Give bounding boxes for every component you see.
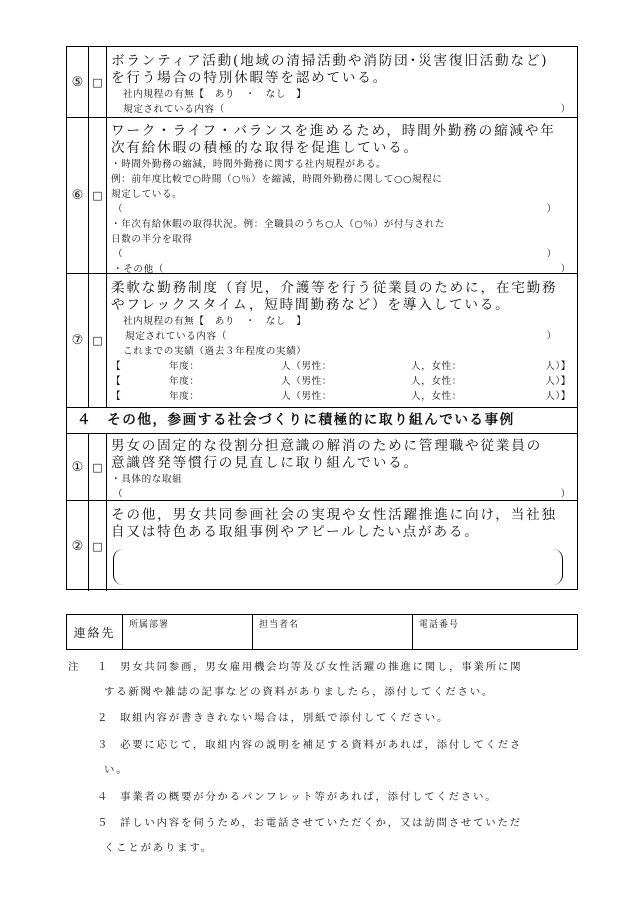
contact-label: 連絡先 <box>67 615 123 649</box>
detail-label: 規定されている内容（ <box>123 104 225 115</box>
item-text: ・年次有給休暇の取得状況。例：全職員のうち○人（○％）が付与された <box>111 219 445 230</box>
row-heading: 次有給休暇の積極的な取得を促進している。 <box>111 140 419 156</box>
row-7 <box>67 274 577 408</box>
row-6 <box>67 118 577 274</box>
checkbox-6[interactable]: □ <box>89 118 107 273</box>
open-paren: （ <box>113 204 124 215</box>
note-number: １ <box>97 661 110 673</box>
record-total: 人（男性： <box>281 376 332 387</box>
note-text: くことがあります。 <box>104 842 213 854</box>
row-5 <box>67 47 577 118</box>
note-text: 必要に応じて，取組内容の説明を補足する資料があれば，添付してくださ <box>120 739 523 751</box>
example-text: 規定している。 <box>111 189 183 200</box>
note-text: い。 <box>104 764 129 776</box>
person-label: 担当者名 <box>259 620 300 630</box>
record-row <box>111 359 571 374</box>
record-end: 人）】 <box>545 391 571 402</box>
rule-line: 社内規程の有無【 あり ・ なし 】 <box>123 89 307 100</box>
checkbox-s4-1[interactable]: □ <box>89 434 107 500</box>
row-heading: 男女の固定的な役割分担意識の解消のために管理職や従業員の <box>111 438 543 454</box>
item-text: ・時間外勤務の縮減，時間外勤務に関する社内規程がある。 <box>111 159 387 170</box>
open-paren: （ <box>113 489 124 500</box>
example-text: 例：前年度比較で○時間（○％）を縮減，時間外勤務に関して○○規程に <box>111 174 443 185</box>
record-total: 人（男性： <box>281 391 332 402</box>
form-table <box>66 46 578 590</box>
record-year: 年度： <box>169 361 200 372</box>
close-paren: ） <box>546 204 557 215</box>
row-heading: 柔軟な勤務制度（育児，介護等を行う従業員のために，在宅勤務 <box>111 280 558 296</box>
item-text: 日数の半分を取得 <box>111 234 193 245</box>
record-open: 【 <box>111 376 122 387</box>
section-4-title: ４ その他，参画する社会づくりに積極的に取り組んでいる事例 <box>67 408 577 434</box>
open-paren: （ <box>113 249 124 260</box>
checkbox-s4-2[interactable]: □ <box>89 501 107 591</box>
contact-table <box>66 614 578 650</box>
section-4-row-1 <box>67 434 577 501</box>
row-number: ⑤ <box>67 47 89 117</box>
note-number: ２ <box>97 712 110 724</box>
record-open: 【 <box>111 361 122 372</box>
note-text: 取組内容が書ききれない場合は，別紙で添付してください。 <box>120 712 450 724</box>
checkbox-5[interactable]: □ <box>89 47 107 117</box>
close-paren: ） <box>560 489 571 500</box>
note-text: 男女共同参画，男女雇用機会均等及び女性活躍の推進に関し，事業所に関 <box>120 661 523 673</box>
close-paren: ） <box>560 104 571 115</box>
record-female: 人，女性： <box>411 376 462 387</box>
row-heading: ボランティア活動(地域の清掃活動や消防団･災害復旧活動など) <box>111 53 549 69</box>
free-text-area[interactable] <box>113 549 563 585</box>
record-row <box>111 374 571 389</box>
note-number: ５ <box>97 817 110 829</box>
note-text: する新聞や雑誌の記事などの資料がありましたら，添付してください。 <box>104 686 495 698</box>
record-year: 年度： <box>169 391 200 402</box>
note-number: ４ <box>97 791 110 803</box>
record-label: これまでの実績（過去３年程度の実績） <box>123 346 307 357</box>
row-number: ② <box>67 501 89 591</box>
rule-line: 社内規程の有無【 あり ・ なし 】 <box>123 316 307 327</box>
dept-field[interactable] <box>123 615 253 649</box>
note-text: 事業者の概要が分かるパンフレット等があれば，添付してください。 <box>120 791 498 803</box>
close-paren: ） <box>546 331 557 342</box>
note-number: ３ <box>97 739 110 751</box>
person-field[interactable] <box>253 615 413 649</box>
other-label: ・その他（ <box>113 264 164 275</box>
record-open: 【 <box>111 391 122 402</box>
row-heading: 自又は特色ある取組事例やアピールしたい点がある。 <box>111 524 480 540</box>
record-female: 人，女性： <box>411 361 462 372</box>
checkbox-7[interactable]: □ <box>89 274 107 407</box>
phone-field[interactable] <box>413 615 579 649</box>
phone-label: 電話番号 <box>419 620 460 630</box>
row-heading: を行う場合の特別休暇等を認めている。 <box>111 70 389 86</box>
record-female: 人，女性： <box>411 391 462 402</box>
record-end: 人）】 <box>545 361 571 372</box>
detail-label: 規定されている内容（ <box>125 331 227 342</box>
notes-prefix: 注 <box>68 661 81 673</box>
record-total: 人（男性： <box>281 361 332 372</box>
record-row <box>111 389 571 404</box>
record-year: 年度： <box>169 376 200 387</box>
row-heading: 意識啓発等慣行の見直しに取り組んでいる。 <box>111 455 419 471</box>
record-end: 人）】 <box>545 376 571 387</box>
row-heading: その他，男女共同参画社会の実現や女性活躍推進に向け，当社独 <box>111 507 557 523</box>
item-text: ・具体的な取組 <box>111 474 183 485</box>
row-number: ⑥ <box>67 118 89 273</box>
row-heading: やフレックスタイム，短時間勤務など）を導入している。 <box>111 297 511 313</box>
row-number: ⑦ <box>67 274 89 407</box>
section-4-row-2 <box>67 501 577 591</box>
row-heading: ワーク・ライフ・バランスを進めるため，時間外勤務の縮減や年 <box>111 123 556 139</box>
close-paren: ） <box>546 249 557 260</box>
close-paren: ） <box>560 264 571 275</box>
dept-label: 所属部署 <box>129 620 170 630</box>
note-text: 詳しい内容を伺うため，お電話させていただくか，又は訪問させていただ <box>120 817 522 829</box>
row-number: ① <box>67 434 89 500</box>
